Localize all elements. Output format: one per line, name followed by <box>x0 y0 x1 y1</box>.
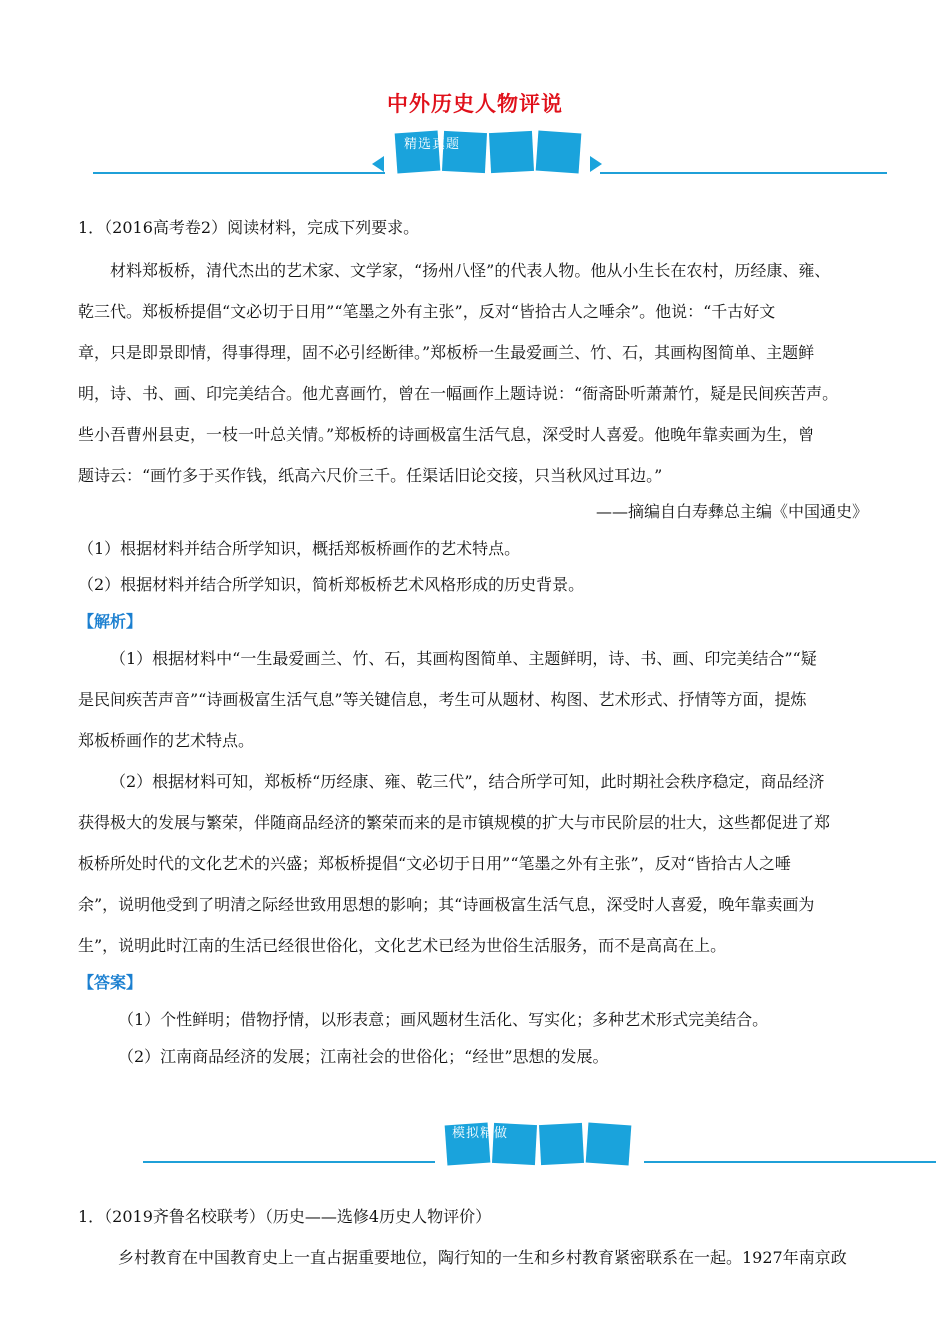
material-line: 乾三代。郑板桥提倡“文必切于日用”“笔墨之外有主张”，反对“皆拾古人之唾余”。他说：“千古好文 <box>78 302 776 321</box>
analysis-line: 是民间疾苦声音”“诗画极富生活气息”等关键信息，考生可从题材、构图、艺术形式、抒情等方面，提炼 <box>78 690 807 709</box>
section-banner-label: 精选真题 <box>404 137 461 152</box>
banner-tile <box>536 131 582 174</box>
material-line: 乡村教育在中国教育史上一直占据重要地位，陶行知的一生和乡村教育紧密联系在一起。1927年南京政 <box>118 1248 847 1267</box>
analysis-line: （1）根据材料中“一生最爱画兰、竹、石，其画构图简单、主题鲜明，诗、书、画、印完美结合”“疑 <box>110 649 817 668</box>
section-banner-label: 模拟精做 <box>452 1126 509 1141</box>
material-line: 题诗云：“画竹多于买作钱，纸高六尺价三千。任渠话旧论交接，只当秋风过耳边。” <box>78 466 663 485</box>
material-line: 章，只是即景即情，得事得理，固不必引经断律。”郑板桥一生最爱画兰、竹、石，其画构图简单、主题鲜 <box>78 343 815 362</box>
banner-tile <box>586 1123 632 1166</box>
question-header: 1．（2016高考卷2）阅读材料，完成下列要求。 <box>78 218 420 237</box>
section-divider-right <box>600 172 887 174</box>
material-source: ——摘编自白寿彝总主编《中国通史》 <box>595 502 868 521</box>
analysis-line: 余”，说明他受到了明清之际经世致用思想的影响；其“诗画极富生活气息，深受时人喜爱，晚年靠卖画为 <box>78 895 815 914</box>
section-divider-left <box>93 172 385 174</box>
banner-tile <box>489 131 534 173</box>
analysis-line: （2）根据材料可知，郑板桥“历经康、雍、乾三代”，结合所学可知，此时期社会秩序稳定，商品经济 <box>110 772 825 791</box>
analysis-line: 郑板桥画作的艺术特点。 <box>78 731 255 750</box>
banner-arrow-right <box>590 156 602 172</box>
question-header: 1．（2019齐鲁名校联考）（历史——选修4历史人物评价） <box>78 1207 492 1226</box>
page-title: 中外历史人物评说 <box>387 92 563 116</box>
material-line: 些小吾曹州县吏，一枝一叶总关情。”郑板桥的诗画极富生活气息，深受时人喜爱。他晚年靠卖画为生，曾 <box>78 425 815 444</box>
banner-tile <box>539 1123 584 1165</box>
section-divider-left <box>143 1161 435 1163</box>
material-line: 材料郑板桥，清代杰出的艺术家、文学家，“扬州八怪”的代表人物。他从小生长在农村，历经康、雍、 <box>110 261 831 280</box>
sub-question-2: （2）根据材料并结合所学知识，简析郑板桥艺术风格形成的历史背景。 <box>78 575 585 594</box>
analysis-line: 板桥所处时代的文化艺术的兴盛；郑板桥提倡“文必切于日用”“笔墨之外有主张”，反对“皆拾古人之唾 <box>78 854 791 873</box>
answer-tag: 【答案】 <box>78 973 143 992</box>
answer-line: （2）江南商品经济的发展；江南社会的世俗化；“经世”思想的发展。 <box>118 1047 609 1066</box>
section-divider-right <box>644 1161 936 1163</box>
analysis-line: 生”，说明此时江南的生活已经很世俗化，文化艺术已经为世俗生活服务，而不是高高在上。 <box>78 936 727 955</box>
material-line: 明，诗、书、画、印完美结合。他尤喜画竹，曾在一幅画作上题诗说：“衙斋卧听萧萧竹，疑是民间疾苦声。 <box>78 384 839 403</box>
analysis-tag: 【解析】 <box>78 612 143 631</box>
answer-line: （1）个性鲜明；借物抒情，以形表意；画风题材生活化、写实化；多种艺术形式完美结合。 <box>118 1010 769 1029</box>
sub-question-1: （1）根据材料并结合所学知识，概括郑板桥画作的艺术特点。 <box>78 539 521 558</box>
banner-arrow-left <box>372 156 384 172</box>
analysis-line: 获得极大的发展与繁荣，伴随商品经济的繁荣而来的是市镇规模的扩大与市民阶层的壮大，这些都促进了郑 <box>78 813 831 832</box>
